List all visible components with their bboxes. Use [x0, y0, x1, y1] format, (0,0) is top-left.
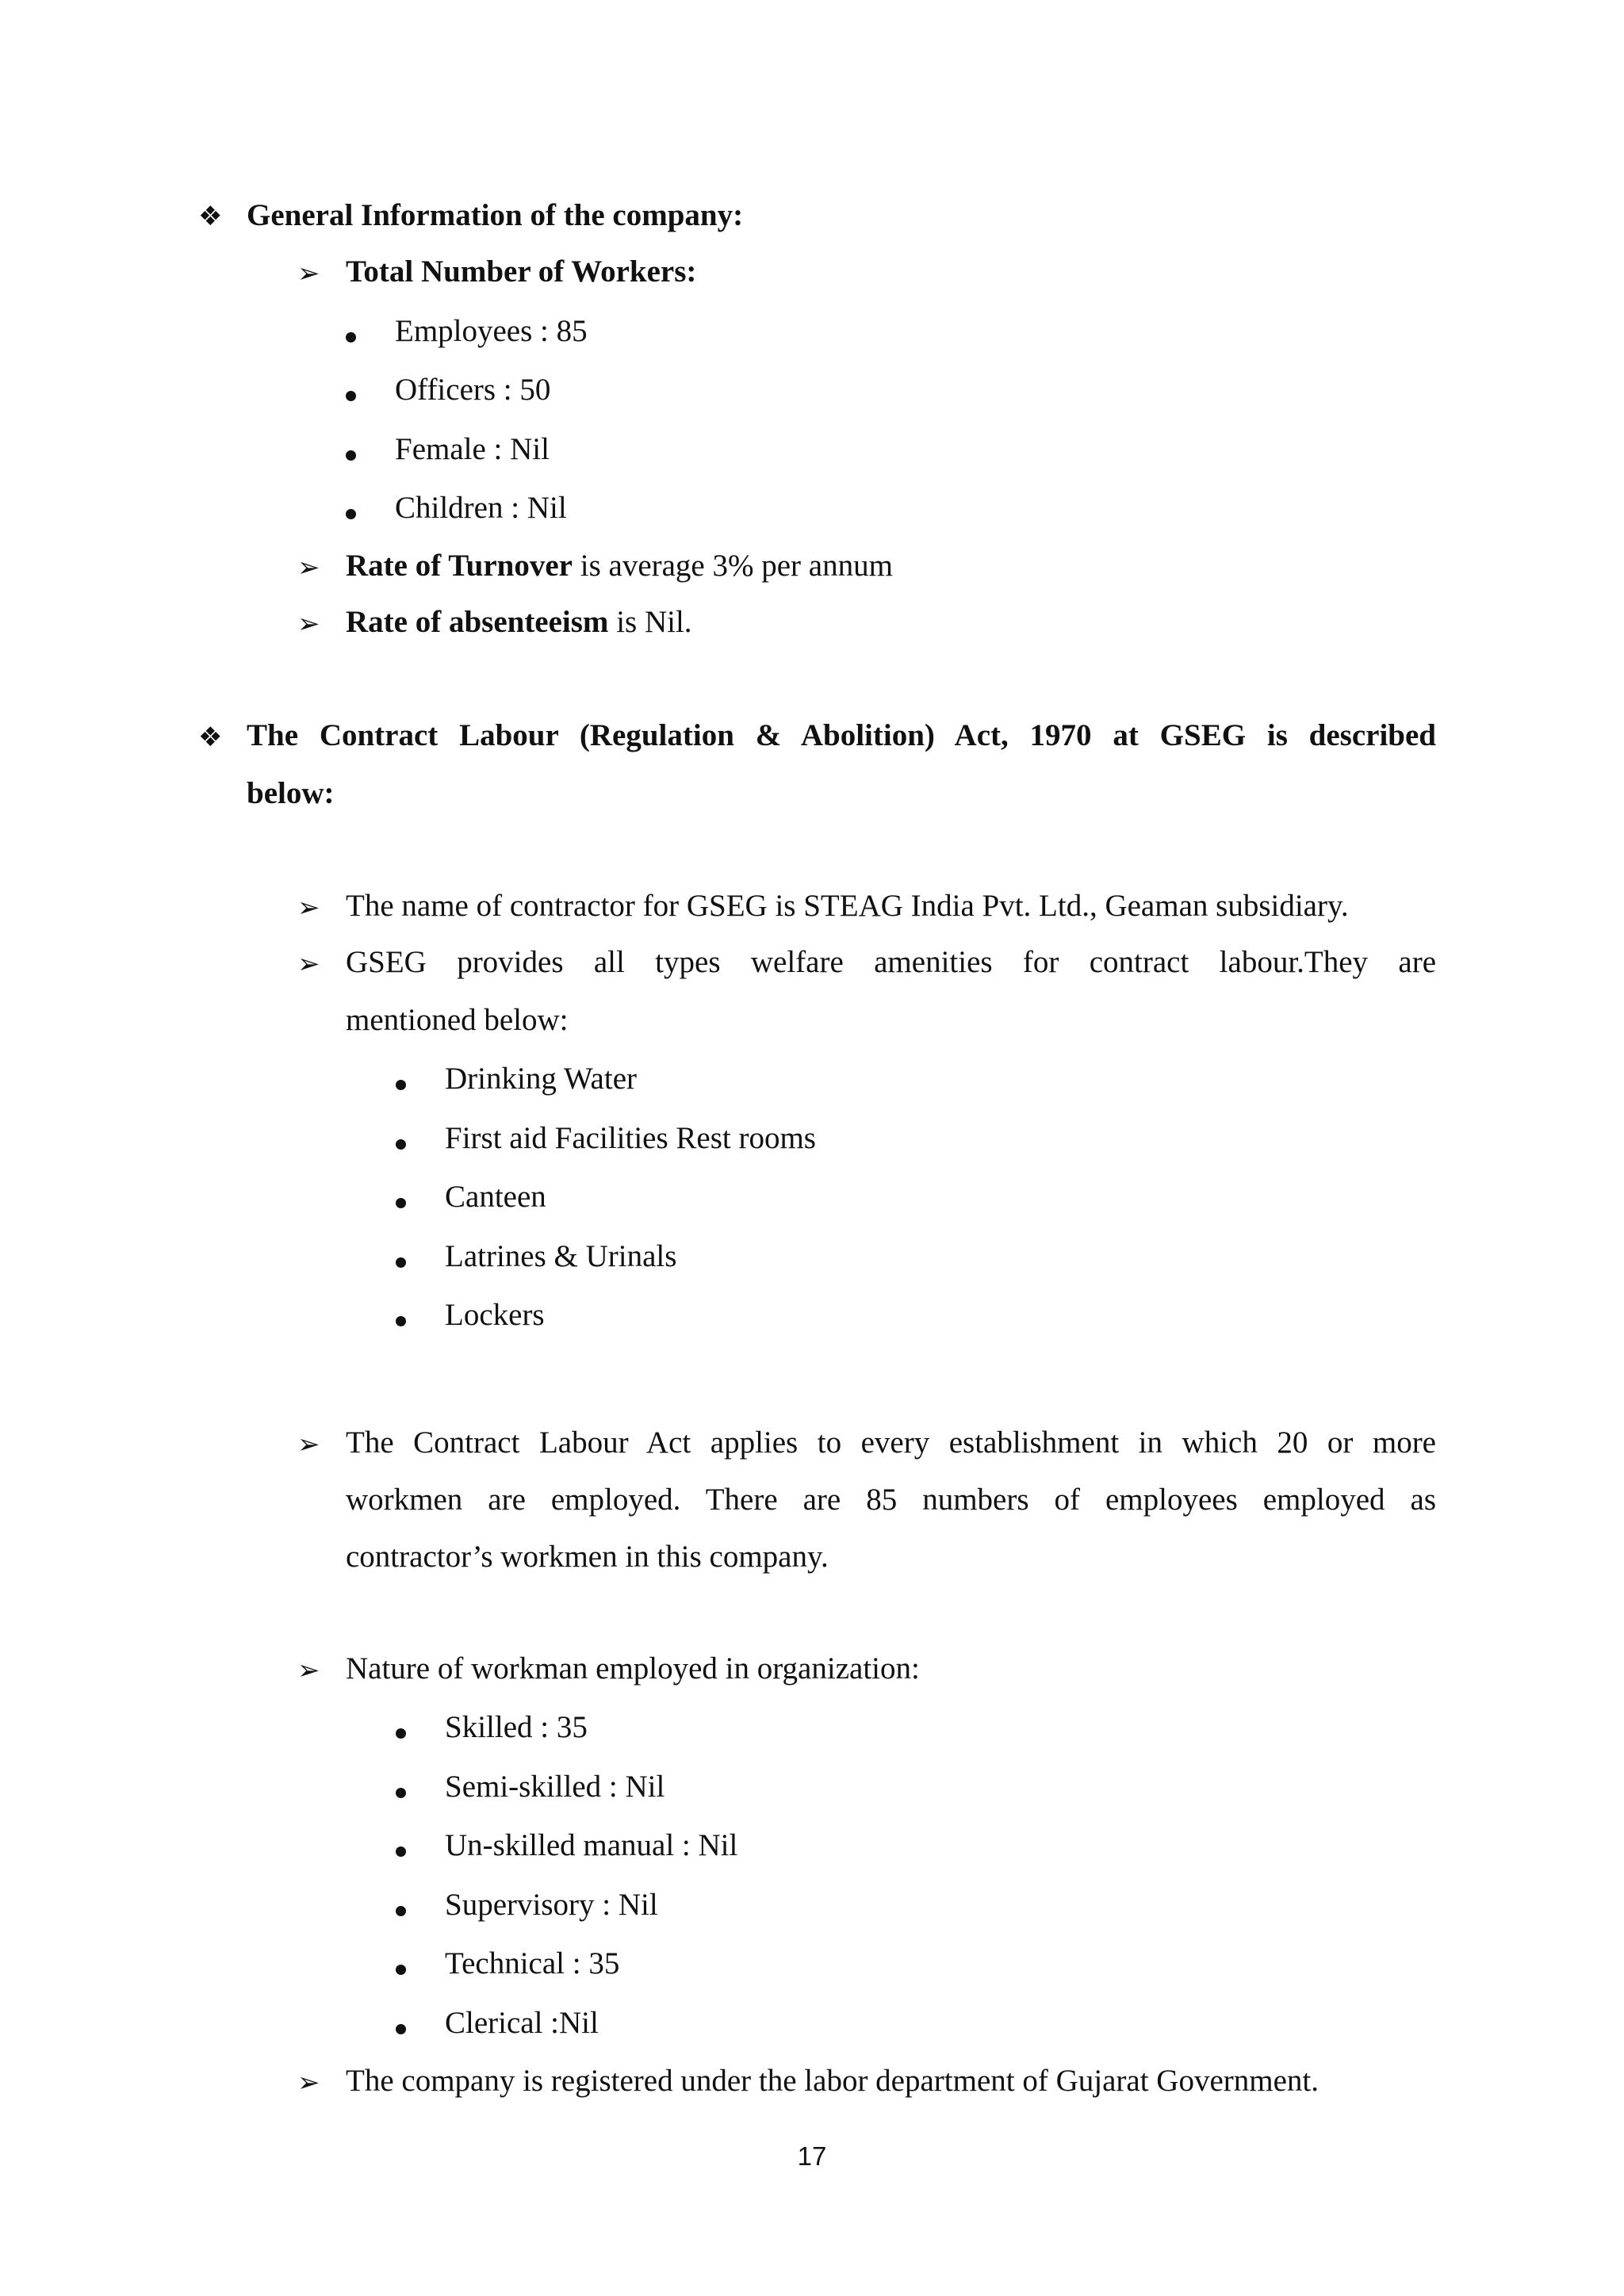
contractor-text: The name of contractor for GSEG is STEAG India Pvt. Ltd., Geaman subsidiary.	[346, 889, 1349, 923]
bullet-dot-icon	[346, 450, 356, 461]
absenteeism-line	[346, 604, 692, 641]
nature-heading: Nature of workman employed in organization:	[346, 1651, 920, 1686]
bullet-dot-icon	[396, 1139, 406, 1150]
workers-item-officers: Officers : 50	[395, 373, 551, 407]
diamond-bullet-icon: ❖	[198, 201, 223, 232]
bullet-dot-icon	[396, 1728, 406, 1739]
section-heading-contract-labour-cont: below:	[247, 776, 335, 810]
bullet-dot-icon	[396, 1316, 406, 1326]
arrow-bullet-icon: ➢	[297, 892, 320, 924]
act-text-cont: workmen are employed. There are 85 numbers of employees employed as	[346, 1483, 1436, 1517]
section-heading-general-info: General Information of the company:	[247, 198, 744, 232]
bullet-dot-icon	[396, 1965, 406, 1975]
arrow-bullet-icon: ➢	[297, 552, 320, 584]
bullet-dot-icon	[396, 1198, 406, 1208]
workers-item-children: Children : Nil	[395, 491, 567, 525]
bullet-dot-icon	[396, 2024, 406, 2034]
amenities-text-cont: mentioned below:	[346, 1003, 569, 1037]
nature-item: Supervisory : Nil	[445, 1888, 658, 1922]
bullet-dot-icon	[396, 1788, 406, 1798]
amenity-item: Drinking Water	[445, 1062, 637, 1096]
bullet-dot-icon	[396, 1080, 406, 1090]
arrow-bullet-icon: ➢	[297, 948, 320, 980]
workers-item-female: Female : Nil	[395, 432, 550, 466]
registered-text: The company is registered under the labor department of Gujarat Government.	[346, 2064, 1319, 2098]
workers-heading: Total Number of Workers:	[346, 254, 697, 289]
arrow-bullet-icon: ➢	[297, 1655, 320, 1686]
arrow-bullet-icon: ➢	[297, 258, 320, 289]
bullet-dot-icon	[346, 332, 356, 342]
amenity-item: First aid Facilities Rest rooms	[445, 1121, 816, 1155]
arrow-bullet-icon: ➢	[297, 1429, 320, 1460]
turnover-value: is average 3% per annum	[573, 549, 893, 583]
turnover-line	[346, 548, 893, 585]
arrow-bullet-icon: ➢	[297, 608, 320, 640]
bullet-dot-icon	[396, 1846, 406, 1857]
bullet-dot-icon	[346, 509, 356, 519]
arrow-bullet-icon: ➢	[297, 2067, 320, 2099]
bullet-dot-icon	[346, 391, 356, 401]
workers-item-employees: Employees : 85	[395, 314, 588, 348]
nature-item: Technical : 35	[445, 1946, 620, 1980]
diamond-bullet-icon: ❖	[198, 721, 223, 753]
amenity-item: Latrines & Urinals	[445, 1239, 677, 1273]
amenity-item: Canteen	[445, 1180, 546, 1214]
amenity-item: Lockers	[445, 1298, 545, 1332]
bullet-dot-icon	[396, 1906, 406, 1916]
nature-item: Clerical :Nil	[445, 2006, 599, 2040]
absenteeism-label: Rate of absenteeism	[346, 605, 609, 639]
page-number: 17	[797, 2141, 827, 2171]
nature-item: Skilled : 35	[445, 1710, 588, 1744]
nature-item: Semi-skilled : Nil	[445, 1770, 665, 1804]
bullet-dot-icon	[396, 1257, 406, 1268]
turnover-label: Rate of Turnover	[346, 549, 573, 583]
nature-item: Un-skilled manual : Nil	[445, 1828, 738, 1862]
section-heading-contract-labour: The Contract Labour (Regulation & Abolition) Act, 1970 at GSEG is described	[247, 718, 1436, 752]
absenteeism-value: is Nil.	[608, 605, 692, 639]
amenities-text: GSEG provides all types welfare amenities for contract labour.They are	[346, 945, 1436, 979]
act-text: The Contract Labour Act applies to every establishment in which 20 or more	[346, 1425, 1436, 1460]
act-text-end: contractor’s workmen in this company.	[346, 1540, 829, 1574]
